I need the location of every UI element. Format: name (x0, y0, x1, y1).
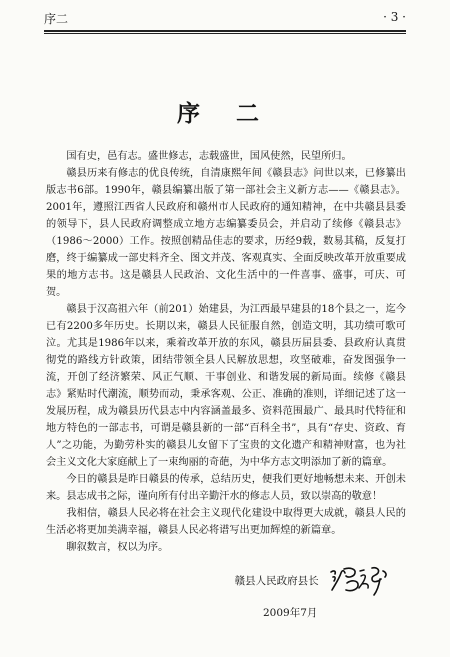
running-header (44, 8, 406, 30)
preface-body (46, 148, 406, 556)
paragraph-5: 我相信，赣县人民必将在社会主义现代化建设中取得更大成就，赣县人民的生活必将更加美满幸福，赣县人民必将谱写出更加辉煌的新篇章。 (46, 508, 406, 536)
header-rule-thin (44, 33, 406, 34)
page-number: · 3 · (383, 10, 406, 24)
header-rule-thick (44, 30, 406, 32)
paragraph-1: 国有史，邑有志。盛世修志，志载盛世，国风使然，民望所归。 (66, 151, 352, 162)
paragraph-4: 今日的赣县是昨日赣县的传承，总结历史，便我们更好地畅想未来、开创未来。县志成书之际，谨向所有付出辛勤汗水的修志人员，致以崇高的敬意！ (46, 474, 406, 502)
signer-title: 赣县人民政府县长 (234, 574, 319, 587)
paragraph-2: 赣县历来有修志的优良传统，自清康熙年间《赣县志》问世以来，已修纂出版志书6部。1990年，赣县编纂出版了第一部社会主义新方志——《赣县志》。2001年，遵照江西省人民政府和赣州市人民政府的通知精神，在中共赣县县委的领导下，县人民政府调整成立地方志编纂委员会，并启动了续修《赣县志》（1986～2000）工作。按照创精品佳志的要求，历经9载，数易其稿，反复打磨，终于编纂成一部史料齐全、图文并茂、客观真实、全面反映改革开放重要成果的地方志书。这是赣县人民政治、文化生活中的一件喜事、盛事，可庆、可贺。 (46, 168, 406, 298)
signature-block (235, 563, 390, 597)
date: 2009年7月 (263, 607, 318, 619)
handwritten-signature (328, 563, 390, 597)
page-title: 序 二 (176, 100, 273, 127)
paragraph-3: 赣县于汉高祖六年（前201）始建县，为江西最早建县的18个县之一，迄今已有2200多年历史。长期以来，赣县人民征服自然，创造文明，其功绩可歌可泣。尤其是1986年以来，乘着改革开放的东风，赣县历届县委、县政府认真贯彻党的路线方针政策，团结带领全县人民解放思想，攻坚破难，奋发图强争一流，开创了经济繁荣、风正气顺、干事创业、和谐发展的新局面。续修《赣县志》紧贴时代潮流，顺势而动，秉承客观、公正、准确的准则，详细记述了这一发展历程，成为赣县历代县志中内容涵盖最多、资料范围最广、最具时代特征和地方特色的一部志书，可谓是赣县新的一部“百科全书”，具有“存史、资政、育人”之功能，为勤劳朴实的赣县儿女留下了宝贵的文化遗产和精神财富，也为社会主义文化大家庭献上了一束绚丽的奇葩，为中华方志文明添加了新的篇章。 (46, 304, 406, 468)
paragraph-6: 聊叙数言，权以为序。 (66, 542, 169, 553)
section-name: 序二 (44, 12, 69, 26)
